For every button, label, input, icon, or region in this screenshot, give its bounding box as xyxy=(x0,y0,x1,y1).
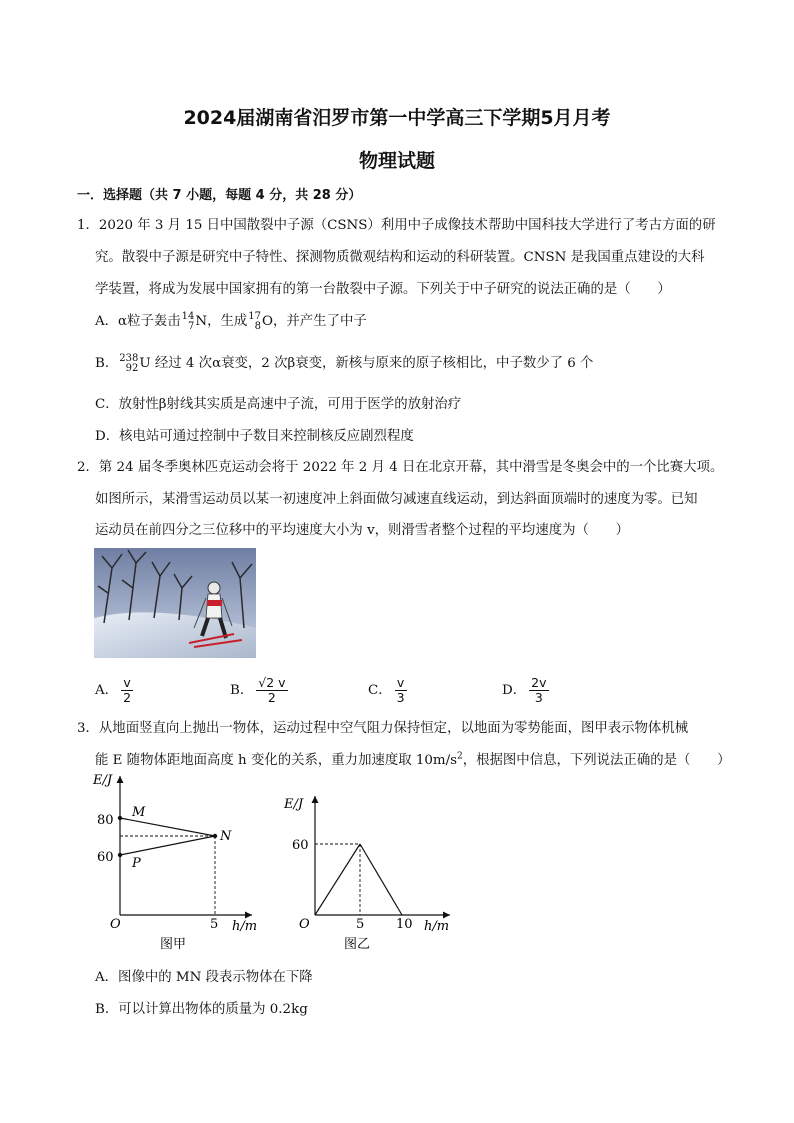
graph-jia-tick-60: 60 xyxy=(97,850,114,865)
uranium-nuclide: 238 92 xyxy=(119,352,139,374)
q2-stem-line1: 2．第 24 届冬季奥林匹克运动会将于 2022 年 2 月 4 日在北京开幕，其中滑雪是冬奥会中的一个比赛大项。 xyxy=(77,460,724,475)
q2-option-b: B． $\frac{√2 v}{2}$ xyxy=(230,675,286,705)
q2-stem-line2: 如图所示，某滑雪运动员以某一初速度冲上斜面做匀减速直线运动，到达斜面顶端时的速度为零。已知 xyxy=(95,492,698,507)
graph-yi-tick-5: 5 xyxy=(356,917,365,932)
graph-yi-tick-10: 10 xyxy=(396,917,413,932)
graph-jia-xlabel: h/m xyxy=(232,919,258,934)
section-heading: 一．选择题（共 7 小题，每题 4 分，共 28 分） xyxy=(77,188,362,203)
point-m xyxy=(118,816,122,820)
falling-line xyxy=(360,844,402,915)
q1-option-d: D．核电站可通过控制中子数目来控制核反应剧烈程度 xyxy=(95,429,414,444)
q3-option-a: A．图像中的 MN 段表示物体在下降 xyxy=(95,970,313,985)
exam-subtitle: 物理试题 xyxy=(358,150,435,172)
graph-yi-tick-60: 60 xyxy=(292,838,309,853)
graph-jia-tick-5: 5 xyxy=(210,917,219,932)
q2-stem-line3: 运动员在前四分之三位移中的平均速度大小为 v，则滑雪者整个过程的平均速度为（ ） xyxy=(95,523,630,538)
segment-pn xyxy=(120,836,215,855)
graph-yi-ylabel: E/J xyxy=(284,797,304,812)
graph-yi-xlabel: h/m xyxy=(424,919,450,934)
q1-stem-line1: 1．2020 年 3 月 15 日中国散裂中子源（CSNS）利用中子成像技术帮助中国科技大学进行了考古方面的研 xyxy=(77,218,716,233)
q3-option-b: B．可以计算出物体的质量为 0.2kg xyxy=(95,1002,308,1017)
graph-jia xyxy=(90,770,265,950)
oxygen-nuclide: 17 8 xyxy=(248,310,262,332)
point-n xyxy=(213,834,217,838)
rising-line xyxy=(315,844,360,915)
graph-jia-caption: 图甲 xyxy=(160,937,187,950)
label-n: N xyxy=(220,829,232,844)
nitrogen-nuclide: 14 7 xyxy=(181,310,195,332)
q3-stem-line1: 3．从地面竖直向上抛出一物体，运动过程中空气阻力保持恒定，以地面为零势能面，图甲表示物体机械 xyxy=(77,721,689,736)
graph-yi xyxy=(282,790,457,950)
q1-stem-line2: 究。散裂中子源是研究中子特性、探测物质微观结构和运动的科研装置。CNSN 是我国重点建设的大科 xyxy=(95,250,705,265)
q1-option-c: C．放射性β射线其实质是高速中子流，可用于医学的放射治疗 xyxy=(95,397,462,412)
skier-photo xyxy=(94,548,256,658)
q2-option-d: D． $\frac{2v}{3}$ xyxy=(502,675,547,705)
graph-yi-origin: O xyxy=(299,917,310,932)
graph-yi-caption: 图乙 xyxy=(344,937,371,950)
q2-option-c: C． $\frac{v}{3}$ xyxy=(368,675,405,705)
point-p xyxy=(118,853,122,857)
label-m: M xyxy=(132,805,146,820)
q1-stem-line3: 学装置，将成为发展中国家拥有的第一台散裂中子源。下列关于中子研究的说法正确的是（ ） xyxy=(95,282,671,297)
label-p: P xyxy=(132,856,141,871)
graph-jia-origin: O xyxy=(110,917,121,932)
q3-stem-line2: 能 E 随物体距地面高度 h 变化的关系，重力加速度取 $10m/s^2$，根据图中信息，下列说法正确的是（ ） xyxy=(95,751,731,768)
q1-option-a: A．α粒子轰击 14 7 N，生成 17 8 O，并产生了中子 xyxy=(95,310,367,332)
graph-jia-ylabel: E/J xyxy=(93,773,113,788)
exam-title: 2024届湖南省汨罗市第一中学高三下学期5月月考 xyxy=(183,107,611,129)
q2-option-a: A． $\frac{v}{2}$ xyxy=(95,675,132,705)
graph-jia-tick-80: 80 xyxy=(97,813,114,828)
segment-mn xyxy=(120,818,215,836)
q1-option-b: B． 238 92 U 经过 4 次α衰变，2 次β衰变，新核与原来的原子核相比，中子数少了 6 个 xyxy=(95,352,594,374)
